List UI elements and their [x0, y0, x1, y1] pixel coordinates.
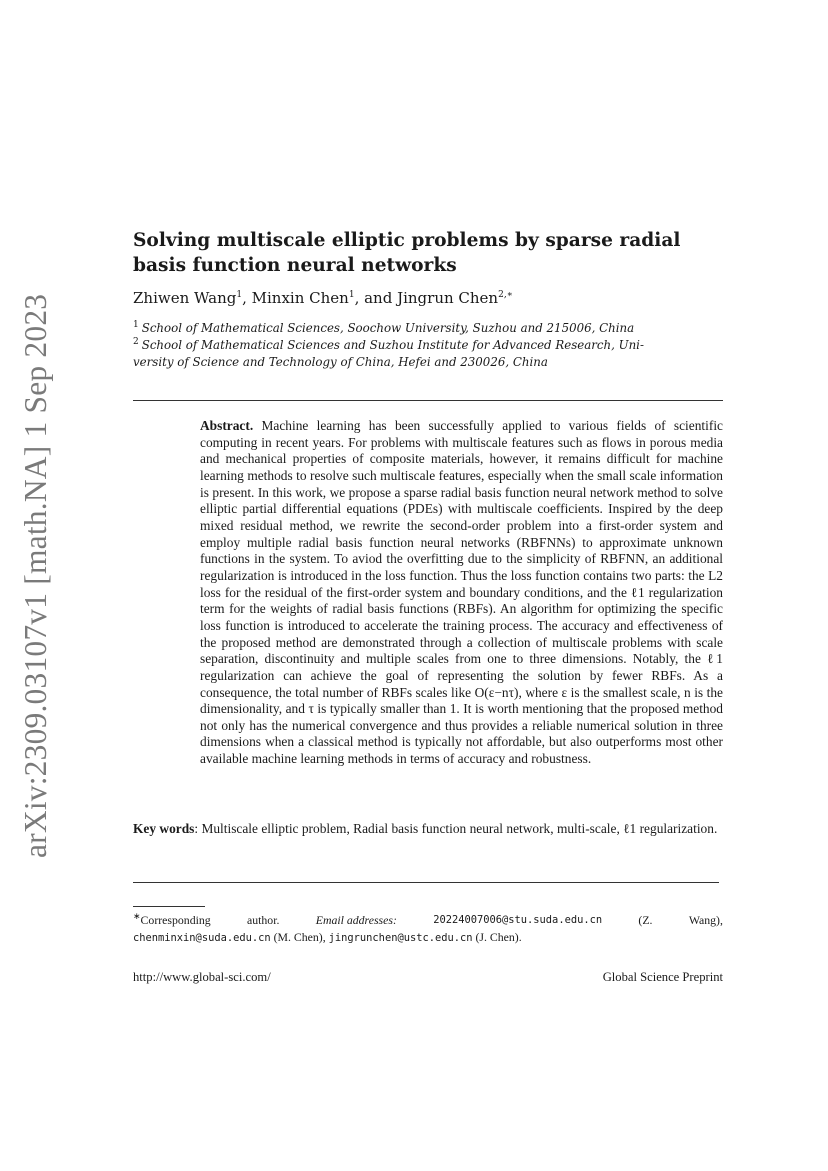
affiliation-mark: 2 — [133, 337, 139, 348]
paper-title: Solving multiscale elliptic problems by sparse radial basis function neural networks — [133, 230, 681, 276]
affiliation-text: versity of Science and Technology of China, Hefei and 230026, China — [133, 355, 548, 369]
author-separator: , and — [354, 289, 398, 307]
footnote — [133, 912, 723, 947]
email-link-1[interactable]: 20224007006@stu.suda.edu.cn — [433, 914, 603, 926]
footer-url[interactable]: http://www.global-sci.com/ — [133, 970, 271, 984]
email-link-3[interactable]: jingrunchen@ustc.edu.cn — [328, 932, 473, 944]
footer-journal: Global Science Preprint — [602, 970, 723, 984]
email-link-2[interactable]: chenminxin@suda.edu.cn — [133, 932, 271, 944]
author-affil-mark: 2,∗ — [498, 290, 513, 300]
keywords — [133, 820, 723, 837]
abstract-label: Abstract. — [200, 418, 254, 433]
keywords-rule — [133, 882, 719, 883]
footnote-author: author. — [246, 913, 280, 927]
email-owner-1b: Wang), — [688, 913, 723, 927]
footnote-mark: ∗ — [133, 911, 141, 922]
author-separator: , — [242, 289, 252, 307]
email-owner-1a: (Z. — [638, 913, 653, 927]
author-affil-mark: 1 — [236, 290, 243, 300]
footnote-rule — [133, 906, 205, 907]
abstract — [200, 418, 723, 768]
keywords-label: Key words — [133, 821, 195, 836]
header-rule — [133, 400, 723, 401]
footnote-line-2 — [133, 929, 723, 947]
author-name: Minxin Chen — [251, 289, 349, 307]
affiliation-mark: 1 — [133, 320, 139, 331]
keywords-text: : Multiscale elliptic problem, Radial basis function neural network, multi-scale, ℓ1 regularization. — [194, 821, 718, 836]
email-label: Email addresses: — [315, 913, 397, 927]
author-affil-mark: 1 — [348, 290, 355, 300]
email-owner-2: (M. Chen), — [270, 930, 329, 944]
abstract-text: Machine learning has been successfully applied to various fields of scientific computing in recent years. For problems with multiscale features such as flows in porous media and mechanical properties of composite materials, however, it remains difficult for machine learning methods to resolve such multiscale features, especially when the small scale information is present. In this work, we propose a sparse radial basis function neural network method to solve elliptic partial differential equations (PDEs) with multiscale coefficients. Inspired by the deep mixed residual method, we rewrite the second-order problem into a first-order system and employ multiple radial basis function neural networks (RBFNNs) to approximate unknown functions in the system. To aviod the overfitting due to the simplicity of RBFNN, an additional regularization is introduced in the loss function. Thus the loss function contains two parts: the L2 loss for the residual of the first-order system and boundary conditions, and the ℓ1 regularization term for the weights of radial basis functions (RBFs). An algorithm for optimizing the specific loss function is introduced to accelerate the training process. The accuracy and effectiveness of the proposed method are demonstrated through a collection of multiscale problems with scale separation, discontinuity and multiple scales from one to three dimensions. Notably, the ℓ1 regularization can achieve the goal of representing the solution by fewer RBFs. As a consequence, the total number of RBFs scales like O(ε−nτ), where ε is the smallest scale, n is the dimensionality, and τ is typically smaller than 1. It is worth mentioning that the proposed method not only has the numerical convergence and thus provides a reliable numerical solution in three dimensions when a classical method is typically not affordable, but also outperforms most other available machine learning methods in terms of accuracy and robustness. — [200, 418, 723, 767]
affiliation-2 — [133, 337, 644, 354]
author-name: Zhiwen Wang — [133, 289, 237, 307]
author-name: Jingrun Chen — [397, 289, 499, 307]
affiliation-text: School of Mathematical Sciences and Suzhou Institute for Advanced Research, Uni- — [141, 338, 644, 352]
email-owner-3: (J. Chen). — [472, 930, 522, 944]
arxiv-side-stamp: arXiv:2309.03107v1 [math.NA] 1 Sep 2023 — [18, 293, 53, 858]
footnote-corresponding — [133, 912, 211, 929]
corresponding-text: Corresponding — [140, 913, 211, 927]
affiliation-text: School of Mathematical Sciences, Soochow University, Suzhou and 215006, China — [141, 321, 635, 335]
footnote-line-1 — [133, 912, 723, 929]
affiliation-1 — [133, 320, 634, 337]
affiliation-2-cont — [133, 354, 548, 371]
author-list — [133, 287, 513, 309]
